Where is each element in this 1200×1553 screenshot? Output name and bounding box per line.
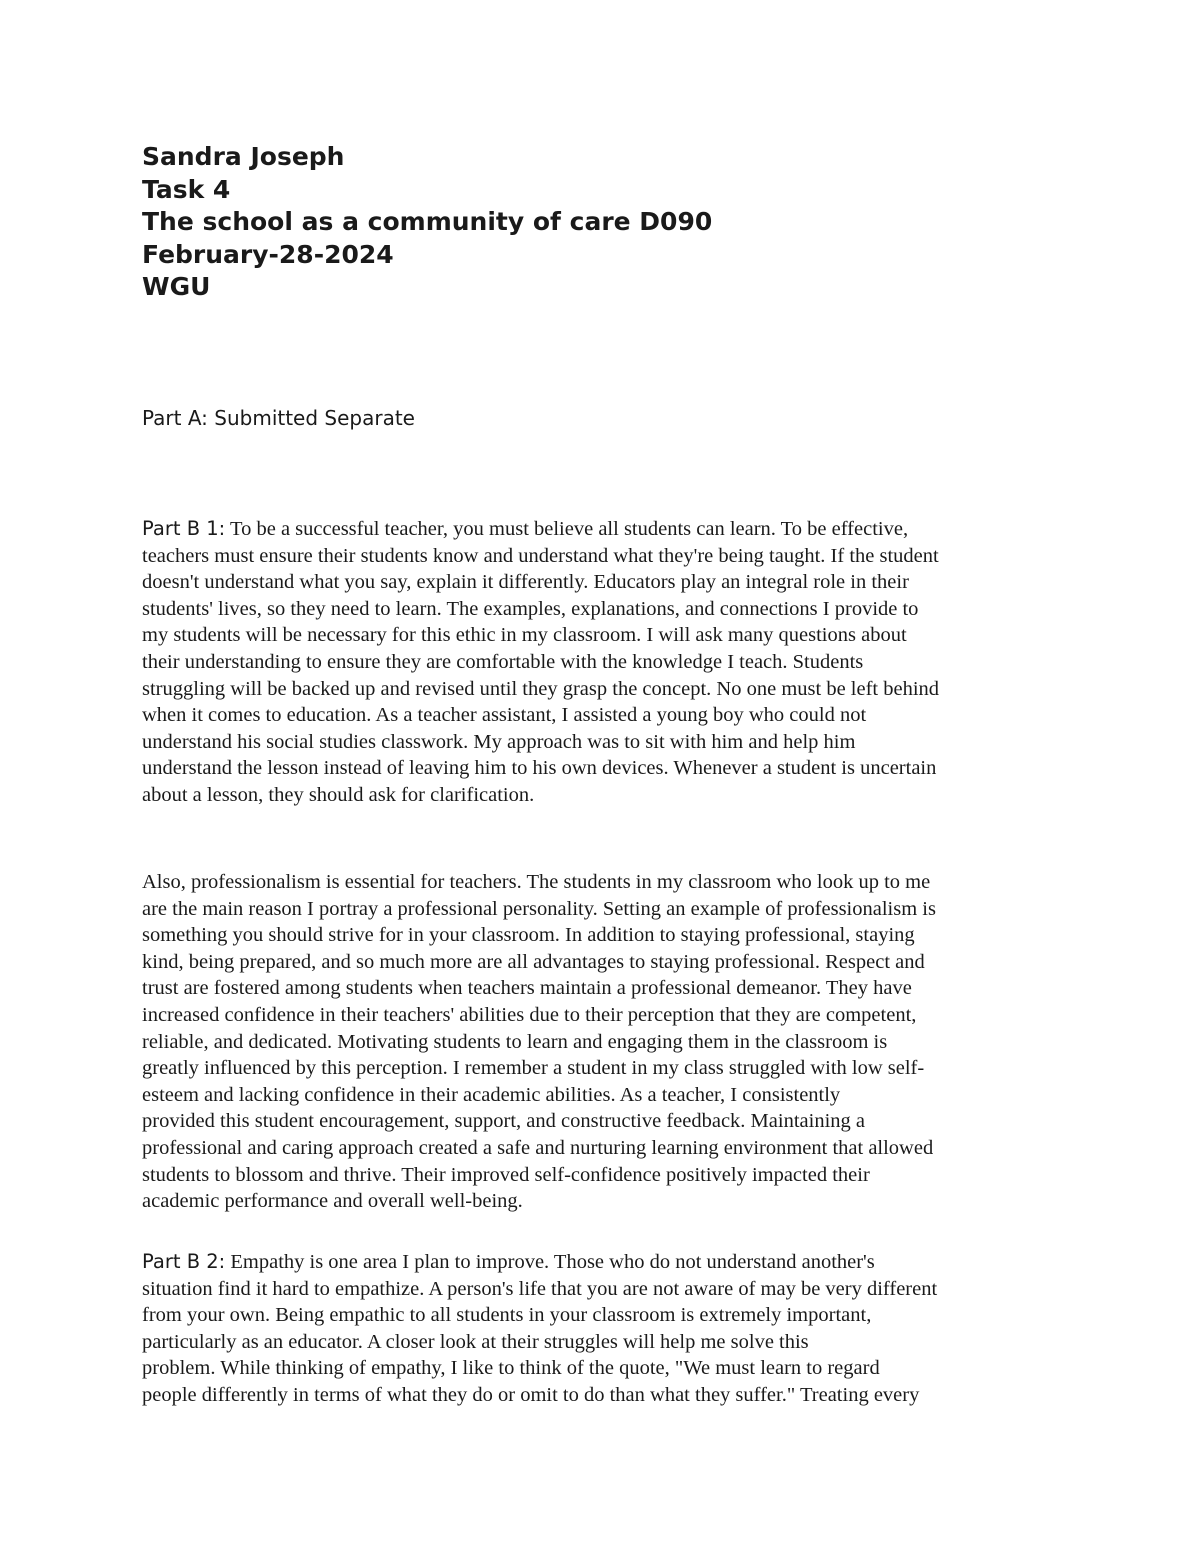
paragraph-line: students' lives, so they need to learn. The examples, explanations, and connections I provide to bbox=[142, 597, 919, 620]
paragraph-line: particularly as an educator. A closer look at their struggles will help me solve this bbox=[142, 1330, 809, 1353]
paragraph-line: professional and caring approach created a safe and nurturing learning environment that allowed bbox=[142, 1136, 934, 1159]
paragraph-line: my students will be necessary for this ethic in my classroom. I will ask many questions about bbox=[142, 624, 907, 647]
part-b1-label: Part B 1: bbox=[142, 517, 226, 540]
title-block bbox=[142, 141, 712, 304]
paragraph-line: kind, being prepared, and so much more are all advantages to staying professional. Respect and bbox=[142, 950, 925, 973]
part-a-heading: Part A: Submitted Separate bbox=[142, 406, 415, 430]
part-b2-label: Part B 2: bbox=[142, 1250, 226, 1273]
paragraph-line: when it comes to education. As a teacher assistant, I assisted a young boy who could not bbox=[142, 704, 867, 727]
paragraph-line: from your own. Being empathic to all students in your classroom is extremely important, bbox=[142, 1304, 872, 1327]
course-title: The school as a community of care D090 bbox=[142, 207, 713, 236]
paragraph-line: about a lesson, they should ask for clarification. bbox=[142, 783, 535, 806]
paragraph-line: increased confidence in their teachers' abilities due to their perception that they are competent, bbox=[142, 1003, 917, 1026]
paragraph-line: Part B 2: Empathy is one area I plan to improve. Those who do not understand another's bbox=[142, 1250, 875, 1273]
paragraph-line: understand his social studies classwork. My approach was to sit with him and help him bbox=[142, 730, 856, 753]
part-b2-paragraph bbox=[142, 1249, 1062, 1409]
professionalism-paragraph bbox=[142, 869, 1062, 1215]
paragraph-line: are the main reason I portray a professional personality. Setting an example of professionalism is bbox=[142, 897, 936, 920]
paragraph-line: understand the lesson instead of leaving him to his own devices. Whenever a student is uncertain bbox=[142, 757, 937, 780]
paragraph-line: reliable, and dedicated. Motivating students to learn and engaging them in the classroom is bbox=[142, 1030, 888, 1053]
paragraph-line: situation find it hard to empathize. A person's life that you are not aware of may be very different bbox=[142, 1277, 938, 1300]
author-name: Sandra Joseph bbox=[142, 142, 345, 171]
paragraph-line: struggling will be backed up and revised until they grasp the concept. No one must be left behind bbox=[142, 677, 940, 700]
paragraph-line: greatly influenced by this perception. I remember a student in my class struggled with low self- bbox=[142, 1057, 925, 1080]
paragraph-line: doesn't understand what you say, explain it differently. Educators play an integral role in their bbox=[142, 571, 909, 594]
submission-date: February-28-2024 bbox=[142, 239, 394, 269]
paragraph-line: teachers must ensure their students know and understand what they're being taught. If the student bbox=[142, 544, 939, 567]
paragraph-line: Also, professionalism is essential for teachers. The students in my classroom who look up to me bbox=[142, 871, 931, 893]
school-name: WGU bbox=[142, 272, 211, 301]
paragraph-line: something you should strive for in your classroom. In addition to staying professional, staying bbox=[142, 924, 915, 947]
paragraph-line: problem. While thinking of empathy, I like to think of the quote, "We must learn to regard bbox=[142, 1357, 880, 1380]
paragraph-line: provided this student encouragement, support, and constructive feedback. Maintaining a bbox=[142, 1110, 865, 1133]
part-b1-paragraph bbox=[142, 516, 1062, 809]
paragraph-line: their understanding to ensure they are comfortable with the knowledge I teach. Students bbox=[142, 650, 864, 673]
task-title: Task 4 bbox=[142, 174, 231, 204]
paragraph-line: esteem and lacking confidence in their academic abilities. As a teacher, I consistently bbox=[142, 1083, 841, 1106]
paragraph-line: trust are fostered among students when teachers maintain a professional demeanor. They have bbox=[142, 977, 912, 1000]
paragraph-line: Part B 1: To be a successful teacher, you must believe all students can learn. To be effective, bbox=[142, 517, 909, 540]
paragraph-line: academic performance and overall well-being. bbox=[142, 1190, 523, 1213]
paragraph-line: people differently in terms of what they do or omit to do than what they suffer." Treating every bbox=[142, 1383, 920, 1406]
paragraph-line: students to blossom and thrive. Their improved self-confidence positively impacted their bbox=[142, 1163, 870, 1186]
